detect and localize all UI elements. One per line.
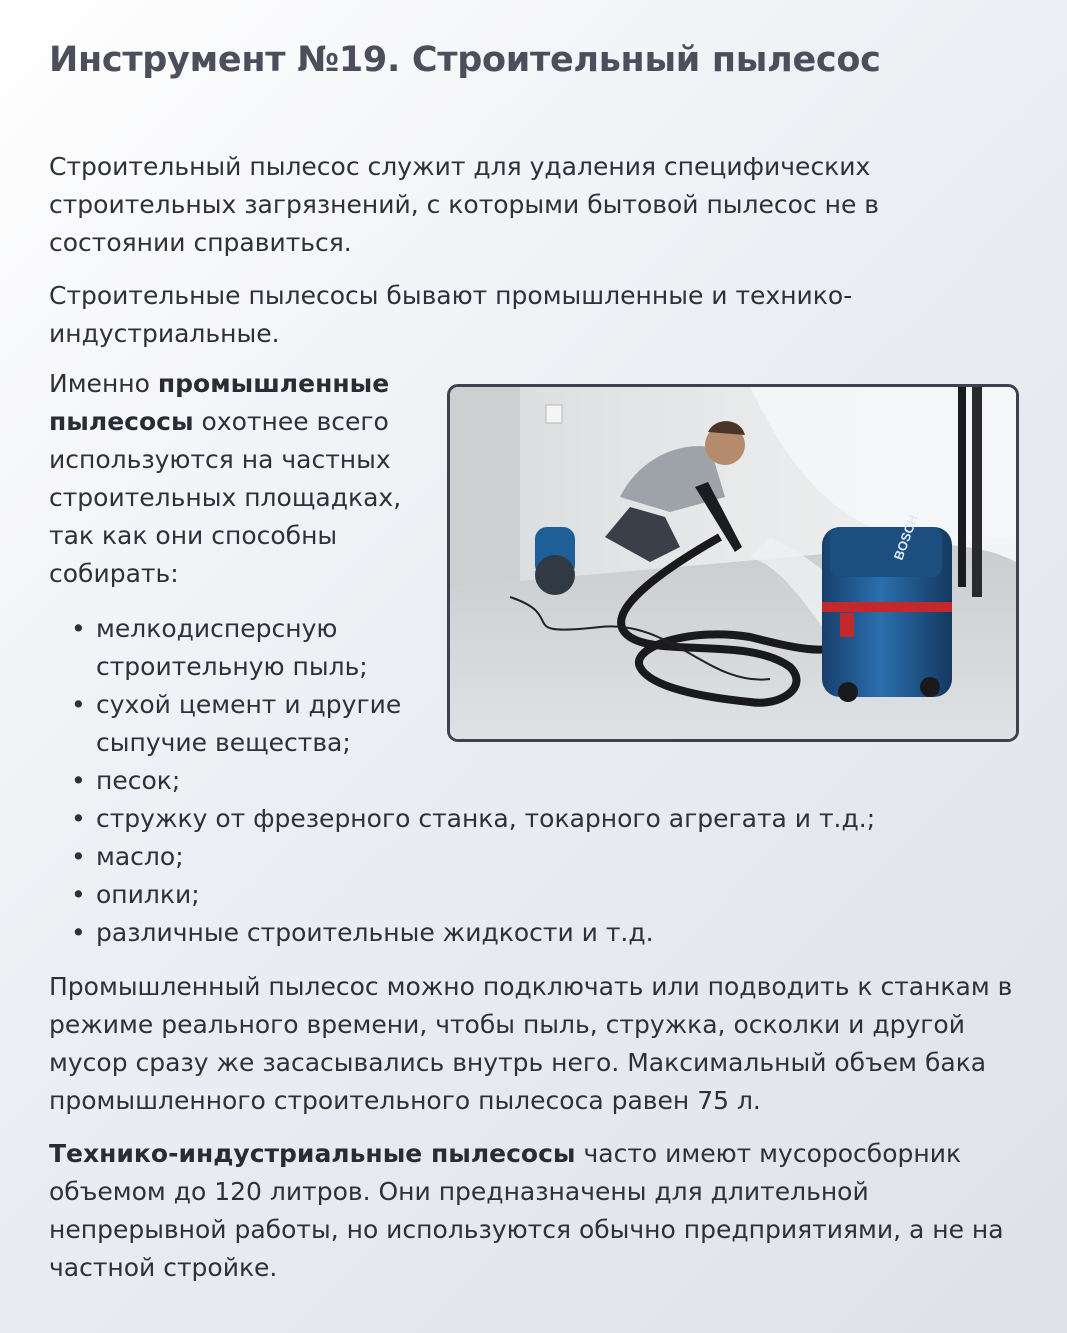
wall-socket xyxy=(546,405,562,423)
list-item: • масло; xyxy=(49,838,909,876)
intro-paragraph-1: Строительный пылесос служит для удаления специфических строительных загрязнений, с которыми бытовой пылесос не в состоянии справиться. xyxy=(49,152,880,257)
industrial-suffix: охотнее всего используются на частных строительных площадках, так как они способны собирать: xyxy=(49,407,402,588)
connect-paragraph: Промышленный пылесос можно подключать или подводить к станкам в режиме реального времени, чтобы пыль, стружка, осколки и другой мусор сразу же засасывались внутрь него. Максимальный объем бака промышленного строительного пылесоса равен 75 л. xyxy=(49,972,1013,1115)
grinder-disc xyxy=(535,555,575,595)
page-title: Инструмент №19. Строительный пылесос xyxy=(49,40,881,80)
vacuum-head xyxy=(830,527,942,577)
intro-paragraph-2: Строительные пылесосы бывают промышленные и технико-индустриальные. xyxy=(49,281,853,348)
left-wall xyxy=(450,387,520,587)
list-item: • песок; xyxy=(49,762,909,800)
technical-paragraph xyxy=(49,1135,1034,1287)
list-item: • стружку от фрезерного станка, токарного агрегата и т.д.; xyxy=(49,800,909,838)
industrial-bold-term: промышленные пылесосы xyxy=(49,369,390,436)
industrial-prefix: Именно xyxy=(49,369,158,398)
technical-bold-term: Технико-индустриальные пылесосы xyxy=(49,1139,576,1168)
vacuum-brand-label: BOSCH xyxy=(890,512,921,563)
list-item: • опилки; xyxy=(49,876,909,914)
black-pipe-1 xyxy=(958,387,966,587)
debris-list xyxy=(49,610,909,952)
technical-suffix: часто имеют мусоросборник объемом до 120 литров. Они предназначены для длительной непрерывной работы, но используются обычно предприятиями, а не на частной стройке. xyxy=(49,1139,1004,1282)
industrial-paragraph xyxy=(49,365,439,593)
black-pipe-2 xyxy=(972,387,982,597)
list-item: • различные строительные жидкости и т.д. xyxy=(49,914,909,952)
vacuum-wheel-2 xyxy=(920,677,940,697)
list-item: • мелкодисперсную строительную пыль; xyxy=(49,610,416,686)
list-item: • сухой цемент и другие сыпучие вещества; xyxy=(49,686,416,762)
